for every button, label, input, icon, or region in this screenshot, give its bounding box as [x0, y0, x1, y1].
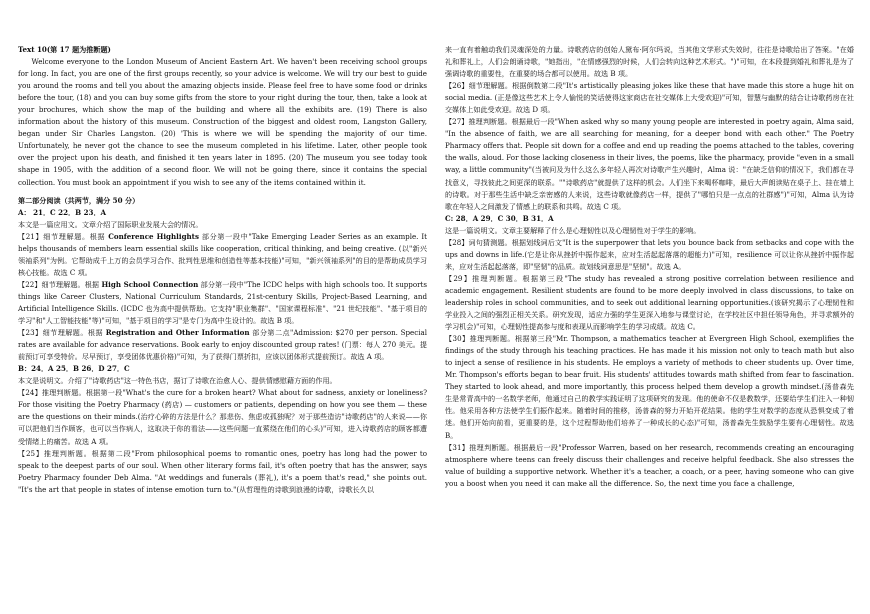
text-title: Text 10(第 17 题为推断题) — [18, 45, 111, 54]
explanation-21: 【21】细节理解题。根据 Conference Highlights 部分第一段中"Take Emerging Leader Series as an example. It helps thousands of members learn essential skills like cooperation, critical thinking, and being creative. (以"新兴领袖系列"为例。它帮助成千上万的会员学习合作、批判性思维和创造性等基本技能)"可知，"新兴领袖系列"的目的是帮助成员学习核心技能。故选 C 项。 — [18, 231, 428, 277]
answer-key-a: A： 21．C 22．B 23．A — [18, 207, 107, 217]
explanation-23: 【23】细节理解题。根据 Registration and Other Information 部分第二点"Admission: $270 per person. Special rates are available for advance reservations. Book early to enjoy discounted group rates! (门票：每人 270 美元。提前预订可享受特价。尽早预订，享受团体优惠价格)"可知，为了获得门票折扣，应该以团体形式提前预订。故选 A 项。 — [18, 328, 427, 362]
explanation-27: 【27】推理判断题。根据最后一段"When asked why so many young people are interested in poetry again, Alma said, "In the absence of faith, we are all searching for meaning, for a deeper bond with each other." The Poetry Pharmacy offers that. People sit down for a coffee and end up reading the poems attached to the tables, covering the walls, aloud. For those lacking closeness in their lives, the poems, like the pharmacy, provide "even in a small way, a little community"(当被问及为什么这么多年轻人再次对诗歌产生兴趣时，Alma 说："在缺乏信仰的情况下，我们都在寻找意义，寻找彼此之间更深的联系。""诗歌药店"就提供了这样的机会。人们坐下来喝杯咖啡，最后大声朗读贴在桌子上、挂在墙上的诗歌。对于那些生活中缺乏亲密感的人来说，这些诗歌就像药店一样，提供了"哪怕只是一点点的社群感")"可知，Alma 认为诗歌在年轻人之间激发了情感上的联系和共鸣。故选 C 项。 — [445, 117, 854, 211]
section-title: 第二部分阅读（共两节，满分 50 分） — [18, 195, 140, 205]
text-paragraph: Welcome everyone to the London Museum of Ancient Eastern Art. We haven't been receiving school groups for long. In fact, you are one of the first groups recently, so your advice is welcome. We will try our best to guide you around the rooms and tell you about the amazing objects inside. Please feel free to have some food or drinks before the tour, (18) and you can buy some gifts from the store to your right during the tour, then, take a look at your brochures, which show the map of the building and where all the exhibits are. (19) There is also information about the history of this museum. Construction of the biggest and oldest room, Langston Gallery, began under Sir Charles Langston. (20) 'This is where we will be spending the majority of our time. Unfortunately, he never got the chance to see the museum completed in his lifetime. Later, other people took over the project upon his death, and finished it ten years later in 1895. (20) The museum you see today took shape in 1905, with the addition of a second floor. We will not be going there, since it contains the special collection. You must book an appointment if you wish to see any of the items contained within it. — [18, 57, 427, 187]
passage-b-intro: 本文是说明文。介绍了"诗歌药店"这一特色书店，据订了诗歌在治愈人心、提供情感慰藉方面的作用。 — [18, 376, 337, 386]
explanation-28: 【28】词句猜测题。根据划线词后文"It is the superpower that lets you bounce back from setbacks and cope with the ups and downs in life.(它是让你从挫折中振作起来，应对生活起起落落的超能力)"可知，resilience 可以让你从挫折中振作起来，应对生活起起落落，即"坚韧"的品质。故划线词意思是"坚韧"。故选 A。 — [445, 237, 854, 271]
passage-a-intro: 本文是一篇应用文。文章介绍了国际职业发展大会的情况。 — [18, 219, 203, 229]
passage-c-intro: 这是一篇说明文。文章主要解释了什么是心理韧性以及心理韧性对于学生的影响。 — [445, 225, 701, 235]
explanation-22: 【22】细节理解题。根据 High School Connection 部分第一段中"The ICDC helps with high schools too. It supports things like Career Clusters, National Curriculum Standards, 21st-century Skills, Project-Based Learning, and Artificial Intelligence Skills. (ICDC 也为高中提供帮助。它支持"职业集群"、"国家课程标准"、"21 世纪技能"、"基于项目的学习"和"人工智能技能"等)"可知，"基于项目的学习"是专门为高中生设计的。故选 B 项。 — [18, 279, 428, 326]
explanation-25-continued: 来一直有着触动我们灵魂深处的力量。诗歌药店的创始人黛布·阿尔玛说，当其他文学形式失效时，往往是诗歌给出了答案。"在婚礼和葬礼上，人们会朗诵诗歌，"她指出，"在情感强烈的时候，人们会转向这种艺术形式。")"可知，在本段提到婚礼和葬礼是为了强调诗歌的重要性，在重要的场合都可以使用。故选 B 项。 — [445, 45, 854, 79]
explanation-26: 【26】细节理解题。根据倒数第二段"It's artistically pleasing jokes like these that have made this store a huge hit on social media. (正是像这些艺术上令人愉悦的笑话使得这家商店在社交媒体上大受欢迎)"可知，智慧与幽默的结合让诗歌药房在社交媒体上如此受欢迎。故选 D 项。 — [445, 81, 854, 115]
explanation-29: 【29】推理判断题。根据第三段"The study has revealed a strong positive correlation between resilience and academic engagement. Resilient students are found to be more deeply involved in class discussions, to take on leadership roles in school communities, and to seek out additional learning opportunities.(该研究揭示了心理韧性和学业投入之间的强烈正相关关系。研究发现，适应力强的学生更深入地参与课堂讨论，在学校社区中担任领导角色，并寻求额外的学习机会)"可知，心理韧性提高参与度和表现从而影响学生的学习成绩。故选 C。 — [445, 273, 854, 332]
right-column — [445, 44, 854, 614]
answer-key-b: B：24．A 25．B 26．D 27．C — [18, 364, 130, 374]
explanation-31: 【31】推理判断题。根据最后一段"Professor Warren, based on her research, recommends creating an encouraging atmosphere where teens can freely discuss their challenges and receive helpful feedback. She also stresses the value of building a supportive network. Whether it's a teacher, a coach, or a peer, having someone who can give you a boost when you need it can make all the difference. So, the next time you face a challenge, — [445, 442, 854, 488]
explanation-30: 【30】推理判断题。根据第三段"Mr. Thompson, a mathematics teacher at Evergreen High School, exemplifies the findings of the study through his teaching practices. He has made it his mission not only to teach math but also to inject a sense of resilience in his students. He employs a variety of methods to cheer students up. Over time, Mr. Thompson's efforts began to bear fruit. His students' attitudes towards math shifted from fear to fascination. They started to look ahead, and more importantly, this process helped them develop a growth mindset.(汤普森先生是常青高中的一名数学老师，他通过自己的教学实践证明了这项研究的发现。他的使命不仅是教数学，还要给学生们注入一种韧性。他采用各种方法使学生们振作起来。随着时间的推移，汤普森的努力开始开花结果。他的学生对数学的态度从恐惧变成了着迷。他们开始向前看，更重要的是，这个过程帮助他们培养了一种成长的心态)"可知，汤普森先生鼓励学生要有心理韧性。故选 B。 — [445, 334, 854, 440]
explanation-24: 【24】推理判断题。根据第一段"What's the cure for a broken heart? What about for sadness, anxiety or loneliness? For those visiting the Poetry Pharmacy (药店) — customers or patients, depending on how you see them — these are the questions on their minds.(治疗心碎的方法是什么？那悲伤、焦虑或孤独呢？对于那些造访"诗歌药店"的人来说——你可以把他们当作顾客，也可以当作病人，这取决于你的看法——这些问题一直萦绕在他们的心头)"可知，进入诗歌药店的顾客都遭受情绪上的痛苦。故选 A 项。 — [18, 388, 427, 446]
left-column — [18, 44, 427, 614]
answer-key-c: C: 28．A 29．C 30．B 31．A — [445, 213, 554, 223]
explanation-25: 【25】推理判断题。根据第二段"From philosophical poems to romantic ones, poetry has long had the power to speak to the deepest parts of our soul. When other literary forms fail, it's often poetry that has the answer, says Poetry Pharmacy founder Deb Alma. "At weddings and funerals (葬礼), it's a poem that's read," she points out. "It's the art that people in states of intense emotion turn to."(从哲理性的诗歌到浪漫的诗歌，诗歌长久以 — [18, 448, 427, 494]
